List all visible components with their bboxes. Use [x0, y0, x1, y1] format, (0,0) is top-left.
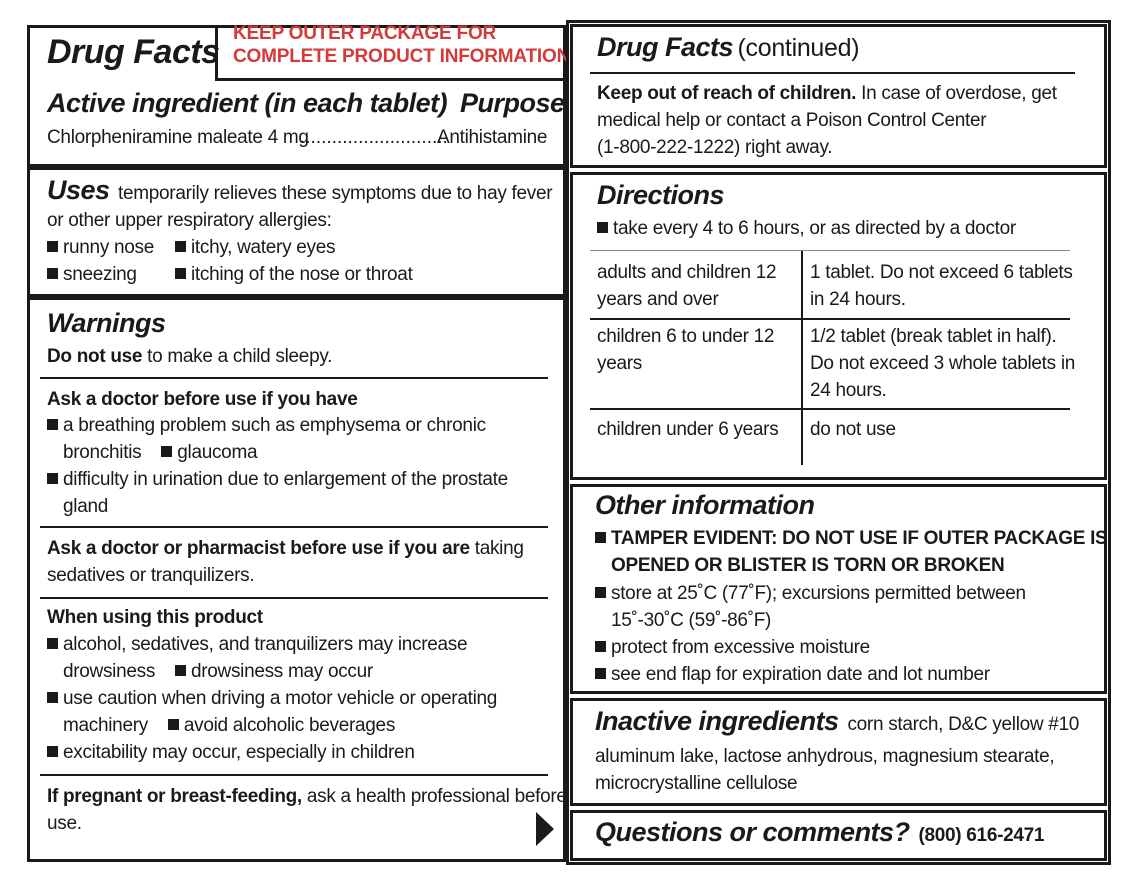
bullet-icon	[47, 241, 58, 252]
continue-arrow-icon	[536, 812, 554, 846]
bullet-icon	[175, 665, 186, 676]
keep-out-reach: Keep out of reach of children. In case of overdose, get	[597, 83, 1057, 104]
bullet-icon	[175, 268, 186, 279]
warnings-rule-3	[40, 597, 548, 599]
package-note-line2: COMPLETE PRODUCT INFORMATION	[233, 46, 571, 67]
when-using-item-3: excitability may occur, especially in children	[47, 739, 415, 766]
dose-who: adults and children 12	[597, 262, 777, 283]
bullet-icon	[161, 446, 172, 457]
do-not-use: Do not use to make a child sleepy.	[47, 346, 333, 367]
directions-item: take every 4 to 6 hours, or as directed by a doctor	[597, 215, 1016, 242]
uses-rule	[27, 294, 566, 300]
dose-table-top	[590, 250, 1070, 251]
pregnant-warning-2: use.	[47, 813, 82, 834]
warnings-rule-4	[40, 774, 548, 776]
bullet-icon	[47, 692, 58, 703]
purpose-value: Antihistamine	[437, 127, 548, 148]
warnings-rule-1	[40, 377, 548, 379]
dose-amount: 24 hours.	[810, 380, 887, 401]
ask-doctor-item-2b: gland	[63, 496, 108, 517]
package-note-line1: KEEP OUTER PACKAGE FOR	[233, 23, 497, 44]
bullet-icon	[597, 222, 608, 233]
uses-heading: Uses	[47, 175, 110, 205]
dose-amount: 1 tablet. Do not exceed 6 tablets	[810, 262, 1073, 283]
pregnant-warning: If pregnant or breast-feeding, ask a health professional before	[47, 786, 567, 807]
bullet-icon	[595, 668, 606, 679]
dose-amount: do not use	[810, 419, 896, 440]
other-item-1a: TAMPER EVIDENT: DO NOT USE IF OUTER PACKAGE IS	[595, 525, 1107, 552]
inactive-line-3: microcrystalline cellulose	[595, 773, 798, 794]
other-item-2b: 15˚-30˚C (59˚-86˚F)	[611, 610, 772, 631]
bullet-icon	[47, 746, 58, 757]
ask-doctor-item-1b: bronchitis glaucoma	[63, 442, 258, 463]
title-rule	[215, 78, 566, 81]
active-ingredient-heading: Active ingredient (in each tablet)	[47, 88, 448, 118]
other-item-4: see end flap for expiration date and lot number	[595, 661, 990, 688]
active-rule	[27, 164, 566, 170]
ingredient-name: Chlorpheniramine maleate 4 mg	[47, 127, 309, 148]
inactive-line-2: aluminum lake, lactose anhydrous, magnesium stearate,	[595, 746, 1055, 767]
dose-row-rule-1	[590, 318, 1070, 320]
bullet-icon	[595, 641, 606, 652]
dose-who: years	[597, 353, 642, 374]
dose-row-rule-2	[590, 408, 1070, 410]
purpose-heading: Purpose	[460, 88, 565, 118]
ask-pharmacist: Ask a doctor or pharmacist before use if you are taking	[47, 538, 524, 559]
other-item-3: protect from excessive moisture	[595, 634, 870, 661]
dose-table-divider	[801, 251, 803, 465]
phone-number: (800) 616-2471	[918, 825, 1045, 846]
other-item-1b: OPENED OR BLISTER IS TORN OR BROKEN	[611, 555, 1005, 576]
page-title: Drug Facts	[47, 33, 220, 71]
questions-line: Questions or comments? (800) 616-2471	[595, 817, 1045, 847]
ask-doctor-item-2a: difficulty in urination due to enlargement of the prostate	[47, 466, 508, 493]
uses-item: itchy, watery eyes	[175, 234, 335, 261]
when-using-item-2a: use caution when driving a motor vehicle or operating	[47, 685, 497, 712]
other-info-heading: Other information	[595, 490, 815, 520]
when-using-item-1a: alcohol, sedatives, and tranquilizers may increase	[47, 631, 467, 658]
warnings-rule-2	[40, 526, 548, 528]
bullet-icon	[47, 638, 58, 649]
ingredient-dots: ............................	[300, 127, 448, 148]
directions-heading: Directions	[597, 180, 725, 210]
warnings-heading: Warnings	[47, 308, 166, 338]
dose-amount: 1/2 tablet (break tablet in half).	[810, 326, 1057, 347]
continued-rule	[590, 72, 1075, 74]
bullet-icon	[47, 268, 58, 279]
ask-doctor-item-1a: a breathing problem such as emphysema or chronic	[47, 412, 486, 439]
keep-out-reach-2: medical help or contact a Poison Control Center	[597, 110, 987, 131]
uses-item: runny nose	[47, 234, 154, 261]
inactive-line-1: Inactive ingredients corn starch, D&C yellow #10	[595, 706, 1080, 736]
bullet-icon	[47, 419, 58, 430]
uses-item: sneezing	[47, 261, 137, 288]
bullet-icon	[168, 719, 179, 730]
bullet-icon	[175, 241, 186, 252]
dose-who: children under 6 years	[597, 419, 779, 440]
when-using-item-1b: drowsiness drowsiness may occur	[63, 661, 373, 682]
uses-item: itching of the nose or throat	[175, 261, 413, 288]
dose-who: children 6 to under 12	[597, 326, 775, 347]
bullet-icon	[595, 587, 606, 598]
continued-title: Drug Facts (continued)	[597, 32, 860, 62]
bullet-icon	[47, 473, 58, 484]
when-using-item-2b: machinery avoid alcoholic beverages	[63, 715, 396, 736]
dose-amount: Do not exceed 3 whole tablets in	[810, 353, 1076, 374]
uses-text-1: temporarily relieves these symptoms due to hay fever	[118, 183, 553, 204]
bullet-icon	[595, 532, 606, 543]
dose-amount: in 24 hours.	[810, 289, 906, 310]
dose-who: years and over	[597, 289, 719, 310]
other-item-2a: store at 25˚C (77˚F); excursions permitted between	[595, 580, 1026, 607]
ask-doctor-heading: Ask a doctor before use if you have	[47, 389, 358, 410]
ask-pharmacist-2: sedatives or tranquilizers.	[47, 565, 255, 586]
when-using-heading: When using this product	[47, 607, 263, 628]
keep-out-reach-3: (1-800-222-1222) right away.	[597, 137, 833, 158]
uses-text-2: or other upper respiratory allergies:	[47, 210, 332, 231]
